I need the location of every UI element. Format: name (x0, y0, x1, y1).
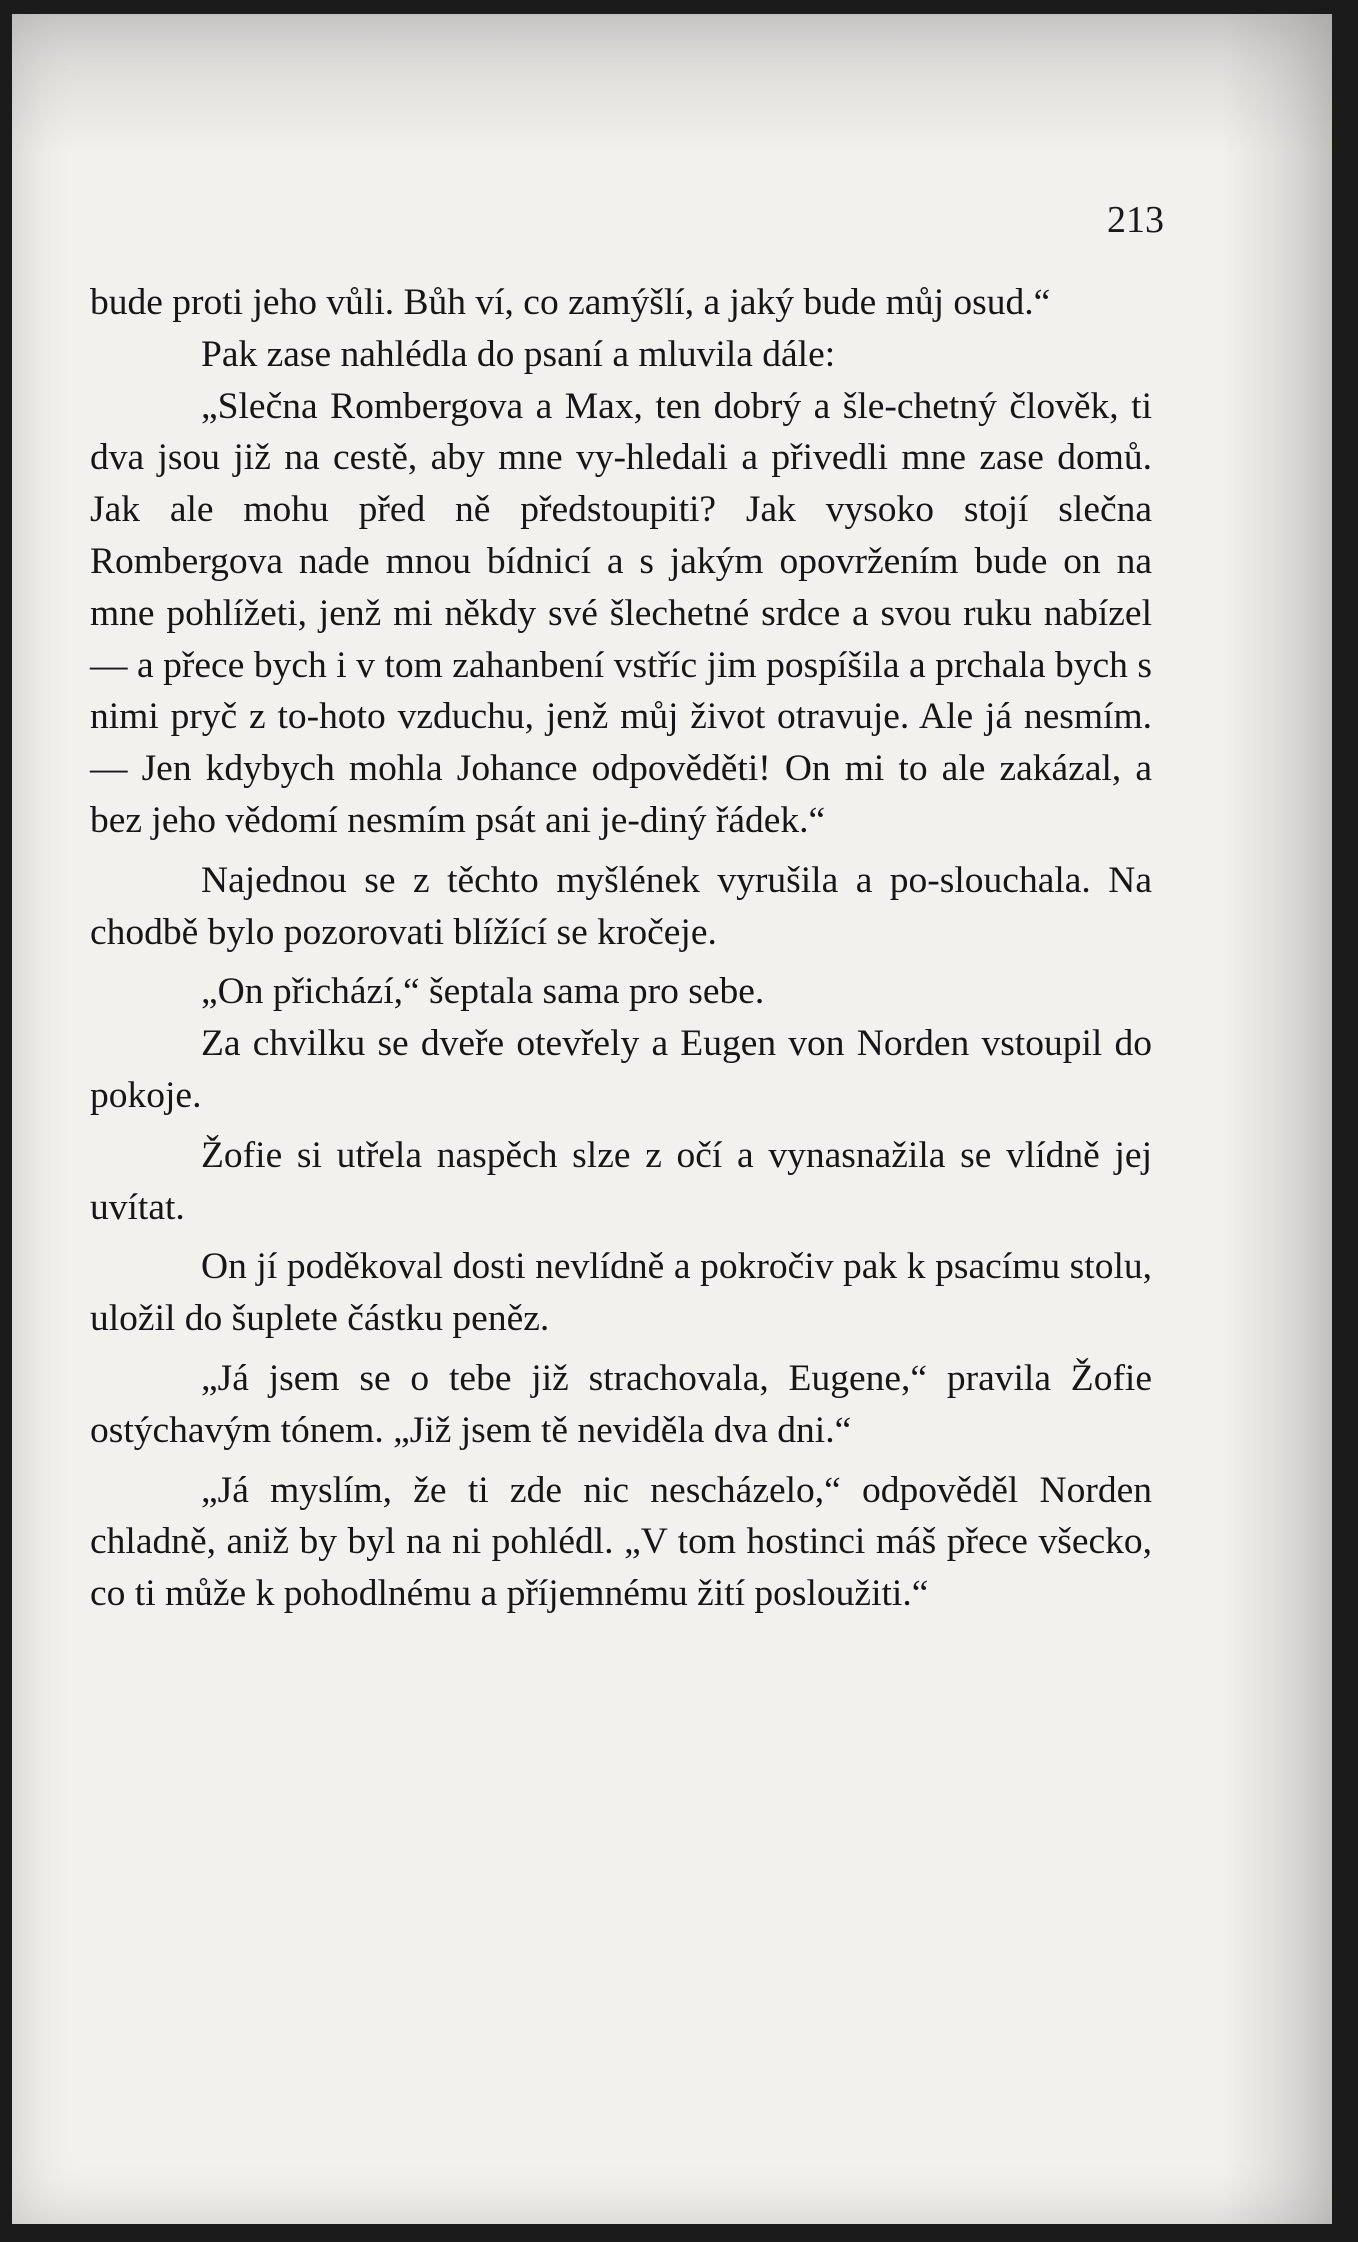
body-text (90, 277, 1152, 1620)
book-page (12, 14, 1332, 2224)
paragraph: „Já jsem se o tebe již strachovala, Eugene,“ pravila Žofie ostýchavým tónem. „Již jsem tě neviděla dva dni.“ (90, 1357, 1152, 1451)
paragraph: „On přichází,“ šeptala sama pro sebe. (201, 971, 765, 1013)
paragraph: bude proti jeho vůli. Bůh ví, co zamýšlí, a jaký bude můj osud.“ (90, 282, 1051, 323)
page-number: 213 (1107, 199, 1164, 241)
paragraph: „Já myslím, že ti zde nic nescházelo,“ odpověděl Norden chladně, aniž by byl na ni pohlédl. „V tom hostinci máš přece všecko, co ti může k pohodlnému a příjemnému žití posloužiti.“ (90, 1469, 1152, 1615)
paragraph: Pak zase nahlédla do psaní a mluvila dále: (201, 333, 836, 375)
paragraph: Najednou se z těchto myšlének vyrušila a po-slouchala. Na chodbě bylo pozorovati blížící se kročeje. (90, 859, 1152, 953)
paragraph: Žofie si utřela naspěch slze z očí a vynasnažila se vlídně jej uvítat. (90, 1134, 1152, 1228)
paragraph: On jí poděkoval dosti nevlídně a pokročiv pak k psacímu stolu, uložil do šuplete částku peněz. (90, 1246, 1152, 1340)
paragraph: „Slečna Rombergova a Max, ten dobrý a šle-chetný člověk, ti dva jsou již na cestě, aby mne vy-hledali a přivedli mne zase domů. Jak ale mohu před ně předstoupiti? Jak vysoko stojí slečna Rombergova nade mnou bídnicí a s jakým opovržením bude on na mne pohlížeti, jenž mi někdy své šlechetné srdce a svou ruku nabízel — a přece bych i v tom zahanbení vstříc jim pospíšila a prchala bych s nimi pryč z to-hoto vzduchu, jenž můj život otravuje. Ale já nesmím. — Jen kdybych mohla Johance odpověděti! On mi to ale zakázal, a bez jeho vědomí nesmím psát ani je-diný řádek.“ (90, 385, 1152, 841)
paragraph: Za chvilku se dveře otevřely a Eugen von Norden vstoupil do pokoje. (90, 1023, 1152, 1116)
